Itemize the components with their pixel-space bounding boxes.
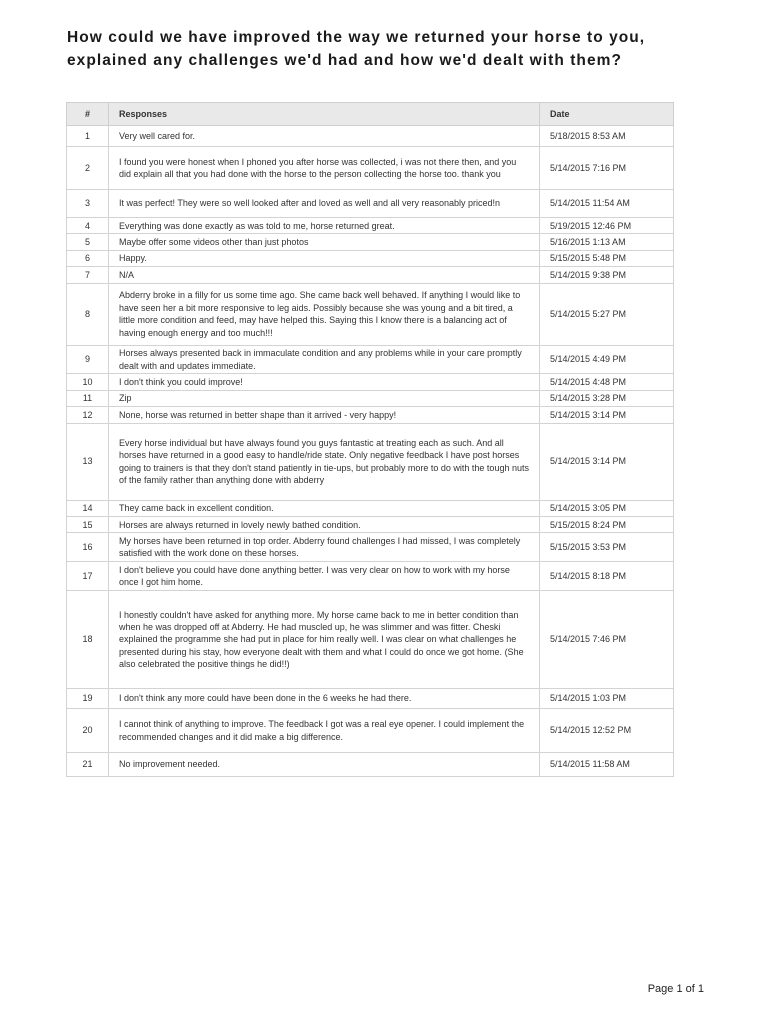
row-number: 10: [67, 374, 109, 390]
response-date: 5/14/2015 3:05 PM: [540, 500, 674, 516]
row-number: 2: [67, 147, 109, 190]
response-date: 5/14/2015 4:48 PM: [540, 374, 674, 390]
row-number: 19: [67, 689, 109, 709]
table-row: [67, 147, 674, 190]
response-text: I don't think any more could have been done in the 6 weeks he had there.: [109, 689, 540, 709]
table-row: [67, 533, 674, 562]
row-number: 18: [67, 591, 109, 689]
table-row: [67, 126, 674, 147]
response-text: None, horse was returned in better shape than it arrived - very happy!: [109, 407, 540, 423]
column-header-responses: Responses: [109, 103, 540, 126]
table-row: [67, 423, 674, 500]
response-text: They came back in excellent condition.: [109, 500, 540, 516]
table-row: [67, 591, 674, 689]
response-text: Horses are always returned in lovely newly bathed condition.: [109, 517, 540, 533]
response-date: 5/14/2015 1:03 PM: [540, 689, 674, 709]
table-row: [67, 753, 674, 777]
page-title: How could we have improved the way we returned your horse to you, explained any challenges we'd had and how we'd dealt with them?: [67, 29, 646, 69]
response-text: I found you were honest when I phoned you after horse was collected, i was not there then, and you did explain all that you had done with the horse to the person collecting the horse too. thank you: [109, 147, 540, 190]
response-text: Maybe offer some videos other than just photos: [109, 234, 540, 250]
table-row: [67, 709, 674, 753]
row-number: 13: [67, 423, 109, 500]
response-text: It was perfect! They were so well looked after and loved as well and all very reasonably priced!n: [109, 190, 540, 218]
table-row: [67, 267, 674, 283]
response-date: 5/14/2015 7:46 PM: [540, 591, 674, 689]
response-date: 5/14/2015 3:14 PM: [540, 423, 674, 500]
table-row: [67, 500, 674, 516]
response-date: 5/14/2015 7:16 PM: [540, 147, 674, 190]
response-text: I don't think you could improve!: [109, 374, 540, 390]
table-row: [67, 689, 674, 709]
row-number: 3: [67, 190, 109, 218]
table-row: [67, 390, 674, 406]
response-date: 5/15/2015 3:53 PM: [540, 533, 674, 562]
column-header-date: Date: [540, 103, 674, 126]
response-text: No improvement needed.: [109, 753, 540, 777]
responses-table: [66, 102, 674, 777]
row-number: 17: [67, 562, 109, 591]
table-row: [67, 234, 674, 250]
table-row: [67, 190, 674, 218]
row-number: 12: [67, 407, 109, 423]
table-row: [67, 517, 674, 533]
response-date: 5/18/2015 8:53 AM: [540, 126, 674, 147]
row-number: 16: [67, 533, 109, 562]
row-number: 14: [67, 500, 109, 516]
response-text: I honestly couldn't have asked for anything more. My horse came back to me in better condition than when he was dropped off at Abderry. He had muscled up, he was slimmer and was fitter. Cheski explained the programme she had put in place for him really well. I was clear on what challenges he presented during his stay, how everyone dealt with them and what I could do once we got home. (She also celebrated the positive things he did!!): [109, 591, 540, 689]
response-date: 5/14/2015 12:52 PM: [540, 709, 674, 753]
row-number: 15: [67, 517, 109, 533]
table-row: [67, 283, 674, 345]
response-date: 5/15/2015 8:24 PM: [540, 517, 674, 533]
row-number: 1: [67, 126, 109, 147]
row-number: 7: [67, 267, 109, 283]
row-number: 4: [67, 218, 109, 234]
row-number: 21: [67, 753, 109, 777]
response-date: 5/14/2015 5:27 PM: [540, 283, 674, 345]
response-text: Very well cared for.: [109, 126, 540, 147]
response-date: 5/14/2015 3:14 PM: [540, 407, 674, 423]
response-date: 5/15/2015 5:48 PM: [540, 250, 674, 266]
response-text: Happy.: [109, 250, 540, 266]
response-date: 5/19/2015 12:46 PM: [540, 218, 674, 234]
row-number: 20: [67, 709, 109, 753]
row-number: 6: [67, 250, 109, 266]
table-row: [67, 218, 674, 234]
column-header-number: #: [67, 103, 109, 126]
response-text: I don't believe you could have done anything better. I was very clear on how to work with my horse once I got him home.: [109, 562, 540, 591]
response-text: Everything was done exactly as was told to me, horse returned great.: [109, 218, 540, 234]
row-number: 5: [67, 234, 109, 250]
response-date: 5/14/2015 4:49 PM: [540, 345, 674, 374]
response-text: Every horse individual but have always found you guys fantastic at treating each as such. And all horses have returned in a good easy to handle/ride state. Only negative feedback I have post horses going to trainers is that they don't stand patiently in tie-ups, but probably more to do with the tough nuts of the family rather than anything done with abderry: [109, 423, 540, 500]
table-row: [67, 345, 674, 374]
row-number: 8: [67, 283, 109, 345]
response-date: 5/14/2015 8:18 PM: [540, 562, 674, 591]
response-date: 5/16/2015 1:13 AM: [540, 234, 674, 250]
page-number: Page 1 of 1: [647, 983, 704, 995]
response-text: Zip: [109, 390, 540, 406]
response-date: 5/14/2015 11:58 AM: [540, 753, 674, 777]
table-row: [67, 250, 674, 266]
response-date: 5/14/2015 3:28 PM: [540, 390, 674, 406]
response-date: 5/14/2015 9:38 PM: [540, 267, 674, 283]
table-row: [67, 374, 674, 390]
response-text: Horses always presented back in immaculate condition and any problems while in your care promptly dealt with and updates immediate.: [109, 345, 540, 374]
table-header-row: [67, 103, 674, 126]
response-date: 5/14/2015 11:54 AM: [540, 190, 674, 218]
table-row: [67, 562, 674, 591]
response-text: I cannot think of anything to improve. The feedback I got was a real eye opener. I could implement the recommended changes and it did make a big difference.: [109, 709, 540, 753]
response-text: N/A: [109, 267, 540, 283]
row-number: 9: [67, 345, 109, 374]
row-number: 11: [67, 390, 109, 406]
table-row: [67, 407, 674, 423]
response-text: Abderry broke in a filly for us some time ago. She came back well behaved. If anything I would like to have seen her a bit more responsive to leg aids. Possibly because she was young and a bit tired, a little more condition and feed, may have helped this. Saying this I know there is a balancing act of having enough energy and too much!!!: [109, 283, 540, 345]
response-text: My horses have been returned in top order. Abderry found challenges I had missed, I was completely satisfied with the work done on these horses.: [109, 533, 540, 562]
